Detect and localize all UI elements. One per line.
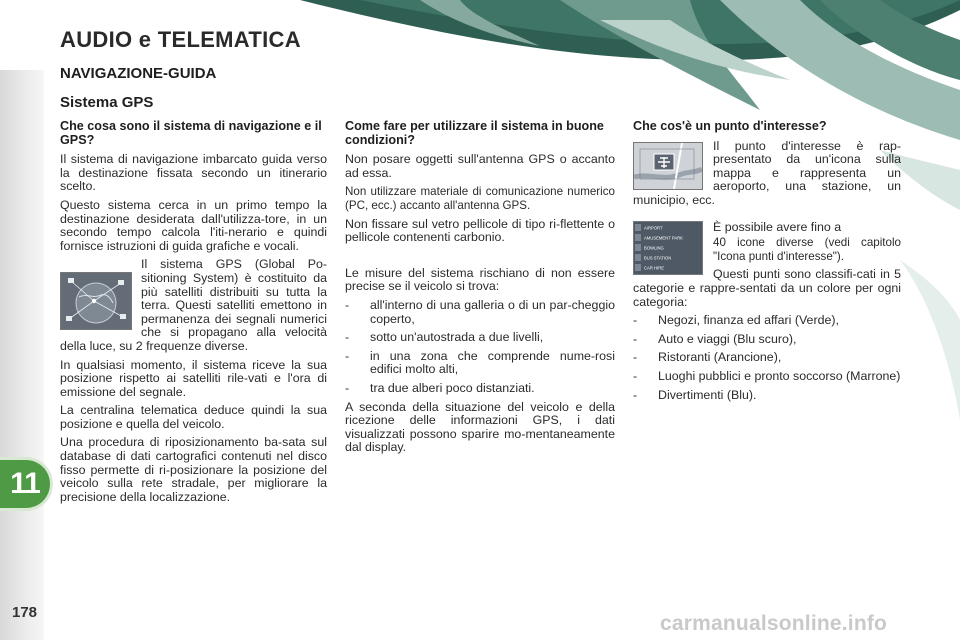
poi-list-item: AIRPORT bbox=[644, 225, 663, 231]
brand-title: AUDIO e TELEMATICA bbox=[60, 27, 301, 52]
list-item: - tra due alberi poco distanziati. bbox=[345, 380, 535, 395]
list-item: - Ristoranti (Arancione), bbox=[633, 350, 782, 365]
list-item: - all'interno di una galleria o di un par-cheggio coperto, bbox=[345, 297, 615, 326]
col2-paragraph-3: Non fissare sul vetro pellicole di tipo ri-flettente o pellicole contenenti carbonio. bbox=[345, 216, 615, 245]
subsection-title: Sistema GPS bbox=[60, 94, 154, 111]
col3-paragraph-1: Il punto d'interesse è rap-presentato da un'icona sulla mappa e rappresenta un aeroporto, una stazione, un municipio, ecc. bbox=[633, 138, 901, 207]
list-item: - Auto e viaggi (Blu scuro), bbox=[633, 331, 797, 346]
list-item: - Divertimenti (Blu). bbox=[633, 387, 757, 402]
poi-list-item: AMUSEMENT PARK bbox=[644, 235, 683, 241]
chapter-number-badge: 11 bbox=[0, 460, 50, 508]
col1-paragraph-4: In qualsiasi momento, il sistema riceve la sua posizione rispetto ai satelliti rile-vati e l'ora di emissione del segnale. bbox=[60, 357, 327, 399]
col3-paragraph-3: Questi punti sono classifi-cati in 5 categorie e rappre-sentati da un colore per ogni categoria: bbox=[633, 267, 901, 309]
list-item: - in una zona che comprende nume-rosi edifici molto alti, bbox=[345, 348, 615, 377]
col1-paragraph-2: Questo sistema cerca in un primo tempo la destinazione desiderata dall'utilizza-tore, in un secondo tempo calcola l'iti-nerario e quindi fornisce istruzioni di guida grafiche e vocali. bbox=[60, 197, 327, 253]
poi-list-figure bbox=[633, 221, 703, 275]
poi-map-figure bbox=[633, 142, 703, 190]
section-title: NAVIGAZIONE-GUIDA bbox=[60, 65, 217, 82]
col2-paragraph-4: Le misure del sistema rischiano di non essere precise se il veicolo si trova: bbox=[345, 265, 615, 294]
col1-paragraph-5: La centralina telematica deduce quindi la sua posizione e quella del veicolo. bbox=[60, 403, 327, 431]
side-strip bbox=[0, 70, 44, 640]
col1-paragraph-3: Il sistema GPS (Global Po-sitioning System) è costituito da più satelliti distribuiti su tutta la terra. Questi satelliti emettono in permanenza dei segnali numerici che si propagano alla velocità della luce, su 2 frequenze diverse. bbox=[60, 257, 327, 353]
list-item: - Luoghi pubblici e pronto soccorso (Marrone) bbox=[633, 368, 901, 383]
col3-categories-list bbox=[633, 314, 901, 402]
poi-list-item: CAR HIRE bbox=[644, 265, 665, 271]
col3-paragraph-2b: 40 icone diverse (vedi capitolo "Icona punti d'interesse"). bbox=[713, 236, 901, 263]
page-number: 178 bbox=[12, 604, 38, 621]
col2-paragraph-2: Non utilizzare materiale di comunicazione numerico (PC, ecc.) accanto all'antenna GPS. bbox=[345, 185, 615, 212]
col1-paragraph-1: Il sistema di navigazione imbarcato guida verso la destinazione fissata secondo un itinerario scelto. bbox=[60, 152, 327, 194]
poi-list-item: BUS STATION bbox=[644, 255, 672, 261]
col1-heading: Che cosa sono il sistema di navigazione e il GPS? bbox=[60, 119, 322, 147]
list-item: - Negozi, finanza ed affari (Verde), bbox=[633, 313, 839, 328]
column-1 bbox=[60, 120, 327, 509]
col1-paragraph-6: Una procedura di riposizionamento ba-sata sul database di dati cartografici contenuti nel disco fisso permette di ri-posizionare la posizione del veicolo sulla rete stradale, per migliorare la precisione della localizzazione. bbox=[60, 435, 327, 504]
col2-conditions-list bbox=[345, 299, 615, 396]
gps-satellite-figure bbox=[60, 272, 132, 330]
col2-paragraph-5: A seconda della situazione del veicolo e della ricezione delle informazioni GPS, i dati visualizzati possono sparire mo-mentaneamente dal display. bbox=[345, 399, 615, 455]
col3-paragraph-2a: È possibile avere fino a bbox=[713, 219, 842, 234]
col2-paragraph-1: Non posare oggetti sull'antenna GPS o accanto ad essa. bbox=[345, 152, 615, 180]
list-item: - sotto un'autostrada a due livelli, bbox=[345, 330, 544, 345]
column-3 bbox=[633, 120, 901, 407]
watermark: carmanualsonline.info bbox=[660, 612, 888, 635]
col2-heading: Come fare per utilizzare il sistema in buone condizioni? bbox=[345, 119, 604, 147]
col3-heading: Che cos'è un punto d'interesse? bbox=[633, 119, 827, 133]
poi-list-item: BOWLING bbox=[644, 245, 664, 251]
column-2 bbox=[345, 120, 615, 460]
